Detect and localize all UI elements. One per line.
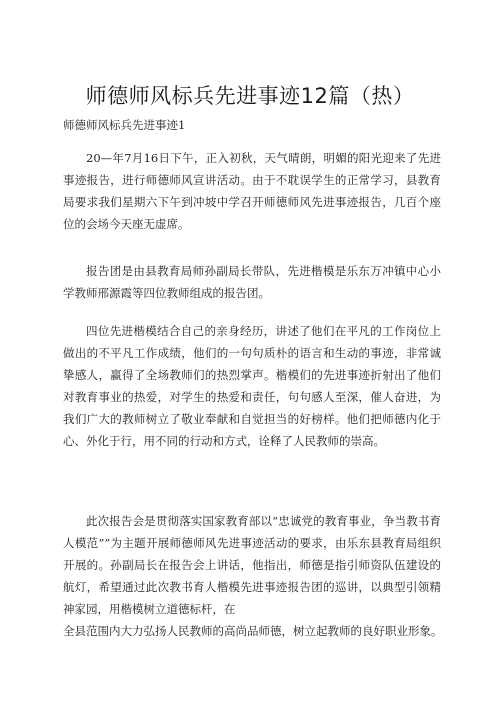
document-title: 师德师风标兵先进事迹12篇（热）	[85, 84, 415, 108]
paragraph-2: 报告团是由县教育局师孙副局长带队，先进楷模是乐东万冲镇中心小学教师邢源霞等四位教师组成的报告团。	[63, 264, 441, 300]
document-subtitle: 师德师风标兵先进事迹1	[63, 118, 186, 132]
paragraph-5: 全县范围内大力弘扬人民教师的高尚品师德，树立起教师的良好职业形象。	[63, 624, 443, 638]
paragraph-1: 20—年7月16日下午，正入初秋，天气晴朗，明媚的阳光迎来了先进事迹报告，进行师德师风宣讲活动。由于不耽误学生的正常学习，县教育局要求我们星期六下午到冲坡中学召开师德师风先进事迹报告，几百个座位的会场今天座无虚席。	[63, 151, 441, 231]
paragraph-4: 此次报告会是贯彻落实国家教育部以“忠诚党的教育事业，争当教书育人模范””为主题开展师德师风先进事迹活动的要求，由乐东县教育局组织开展的。孙副局长在报告会上讲话，他指出，师德是指引师资队伍建设的航灯，希望通过此次教书育人楷模先进事迹报告团的巡讲，以典型引领精神家园，用楷模树立道德标杆，在	[63, 514, 441, 616]
paragraph-3: 四位先进楷模结合自己的亲身经历，讲述了他们在平凡的工作岗位上做出的不平凡工作成绩，他们的一句句质朴的语言和生动的事迹，非常诚挚感人，赢得了全场教师们的热烈掌声。楷模们的先进事迹折射出了他们对教育事业的热爱，对学生的热爱和责任，句句感人至深，催人奋进，为我们广大的教师树立了敬业奉献和自觉担当的好榜样。他们把师德内化于心、外化于行，用不同的行动和方式，诠释了人民教师的崇高。	[63, 324, 441, 448]
